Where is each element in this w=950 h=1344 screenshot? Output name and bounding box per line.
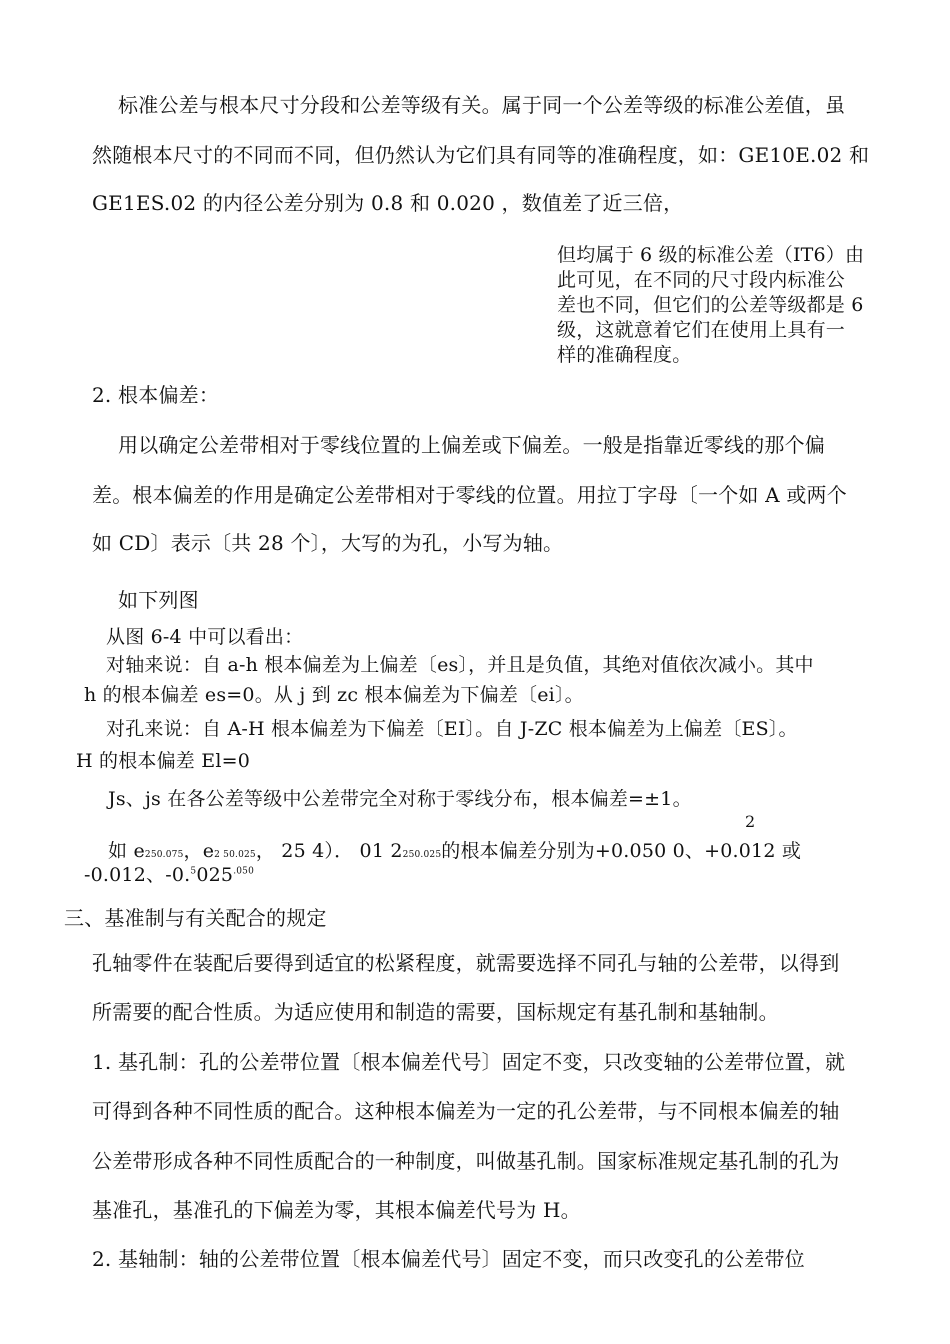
paragraph-line: 孔轴零件在装配后要得到适宜的松紧程度，就需要选择不同孔与轴的公差带，以得到 <box>92 951 840 975</box>
paragraph-line: 公差带形成各种不同性质配合的一种制度，叫做基孔制。国家标准规定基孔制的孔为 <box>92 1149 840 1173</box>
right-block-line: 差也不同，但它们的公差等级都是 6 <box>557 294 864 316</box>
example-text: 025 <box>196 864 234 886</box>
superscript: 2 <box>745 812 756 831</box>
section-heading: 三、基准制与有关配合的规定 <box>64 906 327 930</box>
paragraph-line: 标准公差与根本尺寸分段和公差等级有关。属于同一个公差等级的标准公差值，虽 <box>118 93 846 117</box>
paragraph-line: 对轴来说：自 a-h 根本偏差为上偏差〔es〕，并且是负值，其绝对值依次减小。其中 <box>106 654 814 676</box>
subscript: 250.075 <box>144 850 184 860</box>
example-text: ， 25 4）． 01 2 <box>255 840 403 862</box>
subscript: 250.025 <box>402 850 442 860</box>
paragraph-line: 1. 基孔制：孔的公差带位置〔根本偏差代号〕固定不变，只改变轴的公差带位置，就 <box>92 1050 846 1074</box>
example-text: 如 e <box>108 840 145 862</box>
paragraph-line: 差。根本偏差的作用是确定公差带相对于零线的位置。用拉丁字母〔一个如 A 或两个 <box>92 483 847 507</box>
paragraph-line: 2. 基轴制：轴的公差带位置〔根本偏差代号〕固定不变，而只改变孔的公差带位 <box>92 1247 805 1271</box>
figure-reference: 如下列图 <box>118 588 199 612</box>
example-line <box>108 842 801 861</box>
subscript: 2 50.025 <box>214 850 256 860</box>
paragraph-line: 用以确定公差带相对于零线位置的上偏差或下偏差。一般是指靠近零线的那个偏 <box>118 433 825 457</box>
paragraph-line: 所需要的配合性质。为适应使用和制造的需要，国标规定有基孔制和基轴制。 <box>92 1000 779 1024</box>
superscript: .050 <box>233 866 255 877</box>
example-line <box>84 866 254 885</box>
paragraph-line: Js、js 在各公差等级中公差带完全对称于零线分布，根本偏差=±1。 <box>108 788 692 810</box>
example-text: 的根本偏差分别为+0.050 0、+0.012 或 <box>441 840 802 862</box>
right-block-line: 样的准确程度。 <box>557 344 692 366</box>
paragraph-line: 对孔来说：自 A-H 根本偏差为下偏差〔EI〕。自 J-ZC 根本偏差为上偏差〔ES〕。 <box>106 718 798 740</box>
paragraph-line: h 的根本偏差 es=0。从 j 到 zc 根本偏差为下偏差〔ei〕。 <box>84 684 584 706</box>
example-text: ，e <box>183 840 215 862</box>
example-text: -0.012、-0. <box>84 864 191 886</box>
paragraph-line: 基准孔，基准孔的下偏差为零，其根本偏差代号为 H。 <box>92 1198 581 1222</box>
paragraph-line: 然随根本尺寸的不同而不同，但仍然认为它们具有同等的准确程度，如：GE10E.02 和 <box>92 143 870 167</box>
paragraph-line: H 的根本偏差 El=0 <box>76 750 251 772</box>
paragraph-line: 可得到各种不同性质的配合。这种根本偏差为一定的孔公差带，与不同根本偏差的轴 <box>92 1099 840 1123</box>
paragraph-line: 从图 6-4 中可以看出： <box>106 626 304 648</box>
superscript: 5 <box>190 866 197 877</box>
right-block-line: 此可见，在不同的尺寸段内标准公 <box>557 269 846 291</box>
section-heading: 2. 根本偏差： <box>92 383 220 407</box>
paragraph-line: 如 CD〕表示〔共 28 个〕，大写的为孔，小写为轴。 <box>92 531 564 555</box>
right-block-line: 但均属于 6 级的标准公差（IT6）由 <box>557 244 865 266</box>
right-block-line: 级，这就意着它们在使用上具有一 <box>557 319 846 341</box>
paragraph-line: GE1ES.02 的内径公差分别为 0.8 和 0.020 ，数值差了近三倍， <box>92 191 684 215</box>
